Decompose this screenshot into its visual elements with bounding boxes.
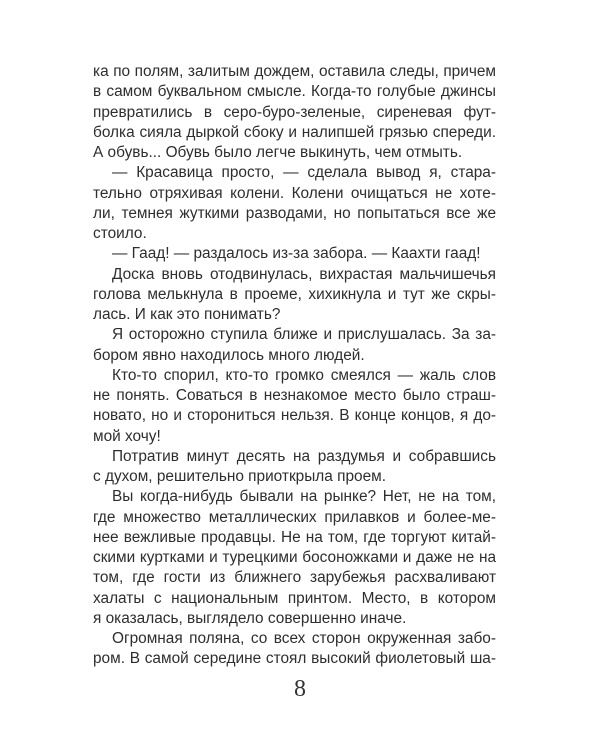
text-line: превратились в серо-буро-зеленые, сиреневая фут-	[93, 103, 496, 121]
paragraph	[93, 629, 496, 670]
paragraph	[93, 447, 496, 488]
text-line: — Красавица просто, — сделала вывод я, стара-	[112, 164, 496, 182]
text-line: болка сияла дыркой сбоку и налипшей грязью спереди.	[93, 123, 496, 141]
text-line: мой хочу!	[93, 427, 161, 445]
text-line: лась. И как это понимать?	[93, 306, 281, 323]
text-line: с духом, решительно приоткрыла проем.	[93, 468, 386, 485]
text-line: Потратив минут десять на раздумья и собравшись	[112, 447, 496, 465]
text-line: скими куртками и турецкими босоножками и даже не на	[93, 549, 496, 566]
text-line: Кто-то спорил, кто-то громко смеялся — жаль слов	[112, 366, 496, 384]
text-line: нее вежливые продавцы. Не на том, где торгуют китай-	[93, 528, 496, 546]
page-number: 8	[294, 676, 306, 702]
text-line: я оказалась, выглядело совершенно иначе.	[93, 609, 407, 627]
paragraph	[93, 487, 496, 629]
text-line: бором явно находилось много людей.	[93, 346, 365, 364]
paragraph	[93, 244, 496, 264]
text-line: Я осторожно ступила ближе и прислушалась. За за-	[112, 326, 496, 344]
text-line: Вы когда-нибудь бывали на рынке? Нет, не на том,	[112, 488, 496, 506]
text-line: стоило.	[93, 225, 147, 242]
text-line: новато, но и сторониться нельзя. В конце концов, я до-	[93, 407, 496, 425]
text-line: — Гаад! — раздалось из-за забора. — Каахти гаад!	[112, 245, 481, 263]
text-line: ка по полям, залитым дождем, оставила следы, причем	[93, 63, 496, 80]
text-line: в самом буквальном смысле. Когда-то голубые джинсы	[93, 83, 496, 101]
text-line: где множество металлических прилавков и более-ме-	[93, 508, 496, 526]
text-line: халаты с национальным принтом. Место, в котором	[93, 589, 496, 607]
book-page-text	[93, 62, 496, 670]
text-line: Доска вновь отодвинулась, вихрастая мальчишечья	[112, 265, 496, 283]
text-line: голова мелькнула в проеме, хихикнула и тут же скры-	[93, 285, 496, 303]
text-line: не понять. Соваться в незнакомое место было страш-	[93, 387, 496, 404]
text-line: А обувь... Обувь было легче выкинуть, чем отмыть.	[93, 144, 463, 161]
paragraph	[93, 265, 496, 326]
text-line: том, где гости из ближнего зарубежья расхваливают	[93, 569, 496, 587]
paragraph	[93, 163, 496, 244]
paragraph	[93, 325, 496, 366]
paragraph	[93, 62, 496, 163]
text-line: тельно отряхивая колени. Колени очищаться не хоте-	[93, 184, 496, 202]
text-line: Огромная поляна, со всех сторон окруженная забо-	[112, 630, 496, 647]
text-line: ром. В самой середине стоял высокий фиолетовый ша-	[93, 650, 496, 668]
paragraph	[93, 366, 496, 447]
text-line: ли, темнея жуткими разводами, но попытаться все же	[93, 204, 496, 222]
